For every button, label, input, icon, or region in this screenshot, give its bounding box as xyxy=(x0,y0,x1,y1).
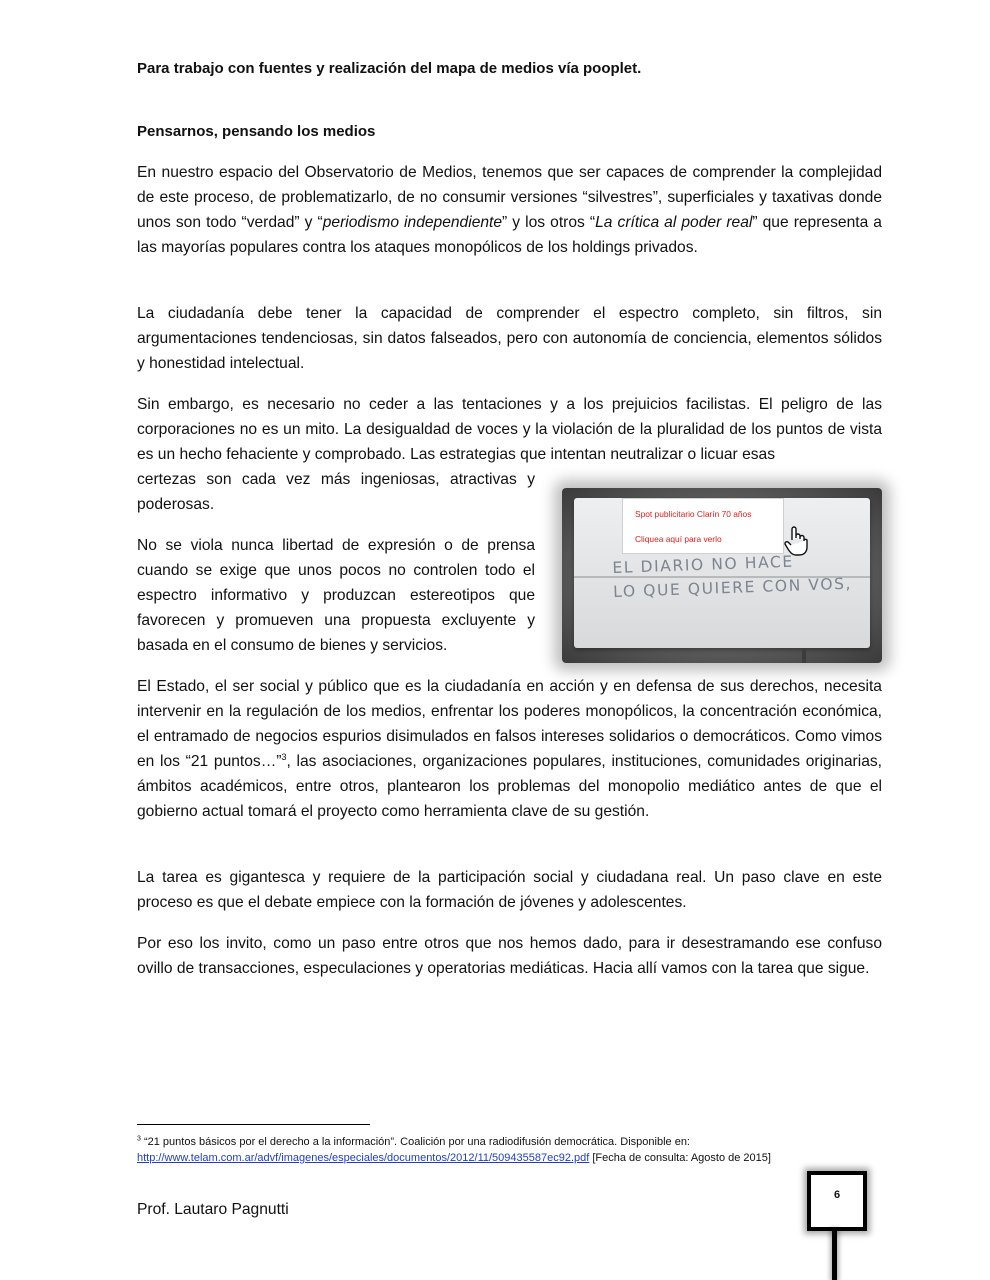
footnote-text: “21 puntos básicos por el derecho a la información”. Coalición por una radiodifusión democrática. Disponible en: xyxy=(140,1136,690,1148)
footnote-divider xyxy=(137,1124,370,1125)
spot-slogan-line-1: EL DIARIO NO HACE xyxy=(612,552,795,577)
paragraph-5 xyxy=(137,674,882,824)
p6-text: La tarea es gigantesca y requiere de la participación social y ciudadana real. Un paso clave en este proceso es que el debate empiece con la formación de jóvenes y adolescentes. xyxy=(137,869,882,911)
footer-author: Prof. Lautaro Pagnutti xyxy=(137,1201,289,1218)
spot-slogan xyxy=(612,548,852,604)
p4-text: No se viola nunca libertad de expresión o de prensa cuando se exige que unos pocos no controlen todo el espectro informativo y produzcan estereotipos que favorecen y promueven una propuesta excluyente y basada en el consumo de bienes y servicios. xyxy=(137,537,535,654)
p1-text-c: ” que representa a las mayorías populares contra los ataques monopólicos de los holdings privados. xyxy=(137,214,882,256)
p3-text: Sin embargo, es necesario no ceder a las tentaciones y a los prejuicios facilistas. El peligro de las corporaciones no es un mito. La desigualdad de voces y la violación de la pluralidad de los puntos de vista es un hecho fehaciente y comprobado. Las estrategias que intentan neutralizar o licuar esas xyxy=(137,396,882,463)
paragraph-6 xyxy=(137,865,882,915)
p1-italic-2: La crítica al poder real xyxy=(595,214,753,231)
footnote-link[interactable]: http://www.telam.com.ar/advf/imagenes/especiales/documentos/2012/11/509435587ec92.pdf xyxy=(137,1152,590,1164)
spot-slogan-line-2: LO QUE QUIERE CON VOS, xyxy=(612,574,853,601)
spot-ad-image[interactable] xyxy=(562,488,882,663)
p7-text: Por eso los invito, como un paso entre otros que nos hemos dado, para ir desestramando ese confuso ovillo de transacciones, especulaciones y operatorias mediáticas. Hacia allí vamos con la tarea que sigue. xyxy=(137,935,882,977)
footnote xyxy=(137,1134,882,1166)
section-heading: Pensarnos, pensando los medios xyxy=(137,123,376,140)
p2-text: La ciudadanía debe tener la capacidad de comprender el espectro completo, sin filtros, sin argumentaciones tendenciosas, sin datos falseados, pero con autonomía de conciencia, elementos sólidos y honestidad intelectual. xyxy=(137,305,882,372)
p1-text-b: ” y los otros “ xyxy=(502,214,596,231)
p1-italic-1: periodismo independiente xyxy=(322,214,503,231)
p1-text-a: En nuestro espacio del Observatorio de Medios, tenemos que ser capaces de comprender la complejidad de este proceso, de problematizarlo, de no consumir versiones “silvestres”, superficiales y taxativas donde unos son todo “verdad” y “ xyxy=(137,164,882,231)
page-number-badge xyxy=(807,1171,867,1231)
signboard-leg xyxy=(802,648,806,663)
page-number: 6 xyxy=(833,1189,841,1201)
paragraph-7 xyxy=(137,931,882,981)
paragraph-3-wrap xyxy=(137,467,535,517)
footnote-date: [Fecha de consulta: Agosto de 2015] xyxy=(589,1152,771,1164)
spot-ad-cta: Cliquea aquí para verlo xyxy=(635,534,722,544)
spot-ad-link[interactable] xyxy=(622,498,784,554)
paragraph-3 xyxy=(137,392,882,467)
p3-narrow-text: certezas son cada vez más ingeniosas, atractivas y poderosas. xyxy=(137,471,535,513)
spot-ad-title: Spot publicitario Clarín 70 años xyxy=(635,509,752,519)
page-number-post xyxy=(832,1230,837,1280)
document-title: Para trabajo con fuentes y realización del mapa de medios vía pooplet. xyxy=(137,60,642,77)
footnote-number: 3 xyxy=(137,1135,141,1143)
p5-text-a: El Estado, el ser social y público que es la ciudadanía en acción y en defensa de sus derechos, necesita intervenir en la regulación de los medios, enfrentar los poderes monopólicos, la concentración económica, el entramado de negocios espurios disimulados en falsos intereses solidarios o democráticos. Como vimos en los “21 puntos…” xyxy=(137,678,882,770)
p5-text-b: , las asociaciones, organizaciones populares, instituciones, comunidades originarias, ámbitos académicos, entre otros, plantearon los problemas del monopolio mediático antes de que el gobierno actual tomará el proyecto como herramienta clave de su gestión. xyxy=(137,753,882,820)
footnote-ref[interactable]: 3 xyxy=(281,751,287,762)
paragraph-1 xyxy=(137,160,882,260)
paragraph-2 xyxy=(137,301,882,376)
paragraph-4 xyxy=(137,533,535,658)
